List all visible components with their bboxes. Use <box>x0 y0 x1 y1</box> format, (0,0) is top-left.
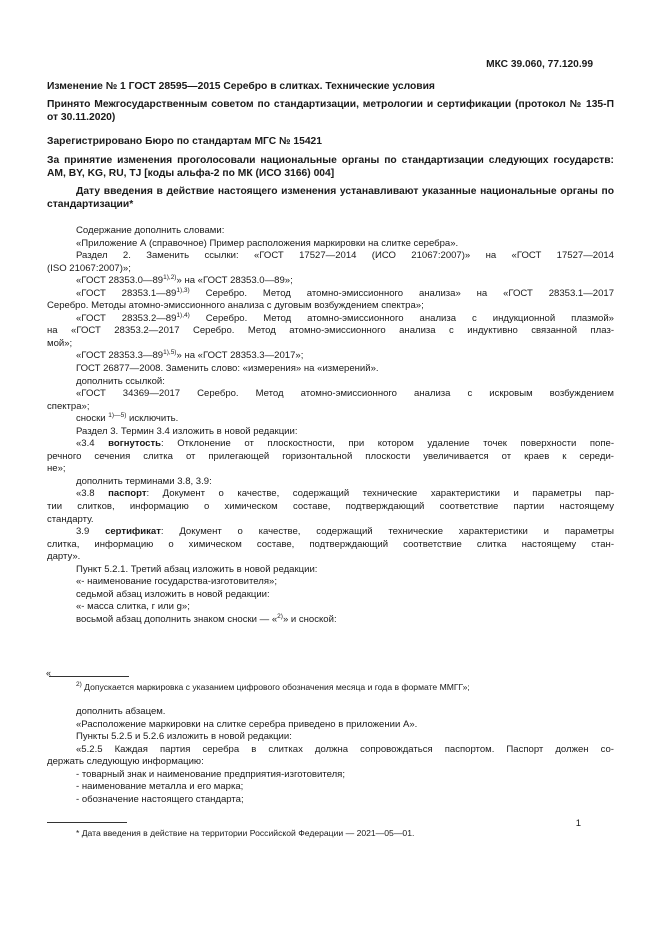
text: «3.4 <box>76 438 109 450</box>
text: : Документ о качестве, содержащий технические характеристики и параметры <box>160 526 614 538</box>
text: » на «ГОСТ 28353.0—89»; <box>176 275 293 287</box>
amendment-body <box>47 225 614 627</box>
voted-note: За принятие изменения проголосовали национальные органы по стандартизации следующих государств: AM, BY, KG, RU, TJ [коды альфа-2 по МК (ИСО 3166) 004] <box>47 155 614 179</box>
paragraph <box>47 288 614 301</box>
text: » и сноской: <box>282 613 337 625</box>
term-definition <box>47 438 614 451</box>
paragraph: «5.2.5 Каждая партия серебра в слитках должна сопровождаться паспортом. Паспорт должен со- <box>76 743 614 755</box>
paragraph: «Расположение маркировки на слитке серебра приведено в приложении А». <box>76 718 418 730</box>
paragraph <box>47 275 614 288</box>
text: «ГОСТ 28353.2—89 <box>76 312 177 324</box>
text: исключить. <box>126 413 179 425</box>
paragraph <box>47 350 614 363</box>
paragraph: Раздел 3. Термин 3.4 изложить в новой редакции: <box>76 425 298 437</box>
paragraph: Содержание дополнить словами: <box>76 225 225 236</box>
paragraph: мой»; <box>47 337 73 349</box>
text: Серебро. Метод атомно-эмиссионного анализа с индукционной плазмой» <box>189 312 614 324</box>
paragraph: (ISO 21067:2007)»; <box>47 262 131 274</box>
paragraph: речного сечения слитка от прилегающей горизонтальной плоскости увеличивается от краев к середи- <box>47 450 614 462</box>
paragraph <box>47 413 614 426</box>
paragraph: слитка, информацию о химическом составе, подтверждающий соответствие слитка настоящему стан- <box>47 538 614 550</box>
footnote-divider <box>47 822 127 823</box>
paragraph: держать следующую информацию: <box>47 756 204 768</box>
paragraph: «Приложение А (справочное) Пример расположения маркировки на слитке серебра». <box>76 237 459 249</box>
footnote-ref: 1),5) <box>163 349 177 357</box>
term-definition <box>47 488 614 501</box>
term-definition <box>47 526 614 539</box>
paragraph: дарту». <box>47 551 81 563</box>
page-number: 1 <box>575 818 581 829</box>
registered-note: Зарегистрировано Бюро по стандартам МГС № 15421 <box>47 136 323 147</box>
date-introduction-note: Дату введения в действие настоящего изменения устанавливают указанные национальные органы по стандартизации* <box>47 186 614 210</box>
paragraph: «ГОСТ 34369—2017 Серебро. Метод атомно-эмиссионного анализа с искровым возбуждением <box>76 388 614 400</box>
text: » на «ГОСТ 28353.3—2017»; <box>176 350 304 362</box>
paragraph: Пункт 5.2.1. Третий абзац изложить в новой редакции: <box>76 563 318 575</box>
text: «ГОСТ 28353.3—89 <box>76 350 164 362</box>
text: : Отклонение от плоскостности, при котором удаление точек поверхности попе- <box>161 438 614 450</box>
amendment-body-continued <box>47 706 614 806</box>
paragraph: дополнить терминами 3.8, 3.9: <box>76 475 212 487</box>
paragraph: дополнить абзацем. <box>76 706 166 717</box>
list-item: - наименование металла и его марка; <box>76 781 244 793</box>
text: восьмой абзац дополнить знаком сноски — « <box>76 613 278 625</box>
text: : Документ о качестве, содержащий технические характеристики и параметры пар- <box>146 488 615 500</box>
page-footnote: * Дата введения в действие на территории Российской Федерации — 2021—05—01. <box>76 828 415 838</box>
text: «ГОСТ 28353.1—89 <box>76 287 177 299</box>
open-quote: « <box>46 668 52 678</box>
text: Допускается маркировка с указанием цифрового обозначения месяца и года в формате ММГГ»; <box>81 682 470 692</box>
footnote-ref: 1),4) <box>176 311 190 319</box>
paragraph: дополнить ссылкой: <box>76 375 165 387</box>
text: 3.9 <box>76 526 106 538</box>
footnote-ref: 1)—5) <box>108 412 127 420</box>
paragraph: спектра»; <box>47 400 90 412</box>
amendment-title: Изменение № 1 ГОСТ 28595—2015 Серебро в слитках. Технические условия <box>47 81 435 92</box>
footnote-ref: 1),2) <box>163 274 177 282</box>
term: паспорт <box>108 488 147 500</box>
text: сноски <box>76 413 109 425</box>
paragraph: ГОСТ 26877—2008. Заменить слово: «измерения» на «измерений». <box>76 363 379 375</box>
footnote-ref: 2) <box>277 612 283 620</box>
adopted-note: Принято Межгосударственным советом по стандартизации, метрологии и сертификации (протокол № 135-П от 30.11.2020) <box>47 99 614 123</box>
paragraph: не»; <box>47 463 66 475</box>
paragraph <box>47 313 614 326</box>
paragraph: Серебро. Методы атомно-эмиссионного анализа с дуговым возбуждением спектра»; <box>47 300 424 312</box>
paragraph: тии слитков, информацию о химическом составе, подтверждающий соответствие партии настоящему <box>47 501 614 513</box>
list-item: - обозначение настоящего стандарта; <box>76 793 244 805</box>
paragraph: «- наименование государства-изготовителя»; <box>76 576 277 588</box>
mks-code: МКС 39.060, 77.120.99 <box>486 59 593 70</box>
footnote-ref: 2) <box>76 681 82 689</box>
paragraph: стандарту. <box>47 513 94 525</box>
paragraph: седьмой абзац изложить в новой редакции: <box>76 588 270 600</box>
paragraph: «- масса слитка, г или g»; <box>76 601 190 613</box>
text: Серебро. Метод атомно-эмиссионного анализа» на «ГОСТ 28353.1—2017 <box>189 287 614 299</box>
paragraph: Раздел 2. Заменить ссылки: «ГОСТ 17527—2014 (ИСО 21067:2007)» на «ГОСТ 17527—2014 <box>76 250 614 262</box>
paragraph: Пункты 5.2.5 и 5.2.6 изложить в новой редакции: <box>76 731 292 743</box>
paragraph <box>47 614 614 627</box>
term: вогнутость <box>108 438 162 450</box>
text: «3.8 <box>76 488 109 500</box>
text: «ГОСТ 28353.0—89 <box>76 275 164 287</box>
footnote-divider <box>49 676 129 677</box>
list-item: - товарный знак и наименование предприятия-изготовителя; <box>76 768 345 780</box>
footnote-ref: 1),3) <box>176 286 190 294</box>
paragraph: на «ГОСТ 28353.2—2017 Серебро. Метод атомно-эмиссионного анализа с индуктивно связанной плаз- <box>47 325 614 337</box>
term: сертификат <box>105 526 161 538</box>
inline-footnote <box>47 682 614 693</box>
